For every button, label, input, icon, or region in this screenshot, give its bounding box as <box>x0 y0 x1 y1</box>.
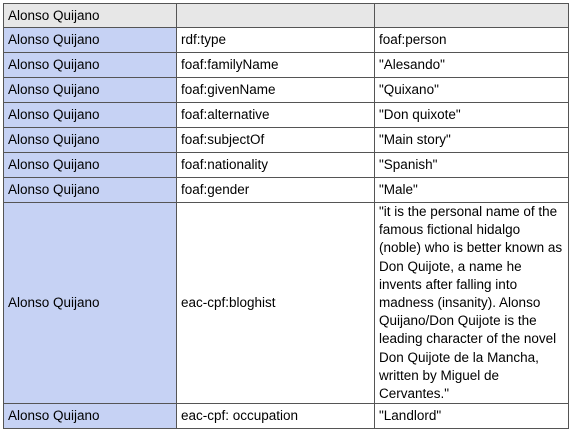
predicate-cell: foaf:givenName <box>177 78 375 103</box>
subject-cell: Alonso Quijano <box>4 153 177 178</box>
object-cell: "Main story" <box>375 128 569 153</box>
subject-cell: Alonso Quijano <box>4 103 177 128</box>
predicate-cell: foaf:gender <box>177 178 375 203</box>
subject-cell: Alonso Quijano <box>4 404 177 429</box>
predicate-cell: foaf:nationality <box>177 153 375 178</box>
subject-cell: Alonso Quijano <box>4 178 177 203</box>
subject-cell: Alonso Quijano <box>4 53 177 78</box>
table-row <box>4 203 569 404</box>
table-row <box>4 153 569 178</box>
header-row <box>4 4 569 28</box>
object-cell: "Quixano" <box>375 78 569 103</box>
predicate-cell: eac-cpf: occupation <box>177 404 375 429</box>
subject-cell: Alonso Quijano <box>4 128 177 153</box>
table-row <box>4 178 569 203</box>
object-cell: "it is the personal name of the famous fictional hidalgo (noble) who is better known as Don Quijote, a name he invents after falling into madness (insanity). Alonso Quijano/Don Quijote is the leading character of the novel Don Quijote de la Mancha, written by Miguel de Cervantes." <box>375 203 569 404</box>
header-cell-subject: Alonso Quijano <box>4 4 177 28</box>
table-row <box>4 103 569 128</box>
table-row <box>4 78 569 103</box>
header-cell-object <box>375 4 569 28</box>
object-cell: "Landlord" <box>375 404 569 429</box>
table-row <box>4 404 569 429</box>
table-row <box>4 28 569 53</box>
subject-cell: Alonso Quijano <box>4 78 177 103</box>
subject-cell: Alonso Quijano <box>4 28 177 53</box>
object-cell: "Spanish" <box>375 153 569 178</box>
predicate-cell: foaf:alternative <box>177 103 375 128</box>
predicate-cell: rdf:type <box>177 28 375 53</box>
object-cell: "Don quixote" <box>375 103 569 128</box>
object-cell: "Alesando" <box>375 53 569 78</box>
table-row <box>4 128 569 153</box>
subject-cell: Alonso Quijano <box>4 203 177 404</box>
predicate-cell: foaf:familyName <box>177 53 375 78</box>
rdf-triples-table <box>3 3 569 429</box>
header-cell-predicate <box>177 4 375 28</box>
predicate-cell: foaf:subjectOf <box>177 128 375 153</box>
object-cell: "Male" <box>375 178 569 203</box>
object-cell: foaf:person <box>375 28 569 53</box>
predicate-cell: eac-cpf:bloghist <box>177 203 375 404</box>
table-row <box>4 53 569 78</box>
